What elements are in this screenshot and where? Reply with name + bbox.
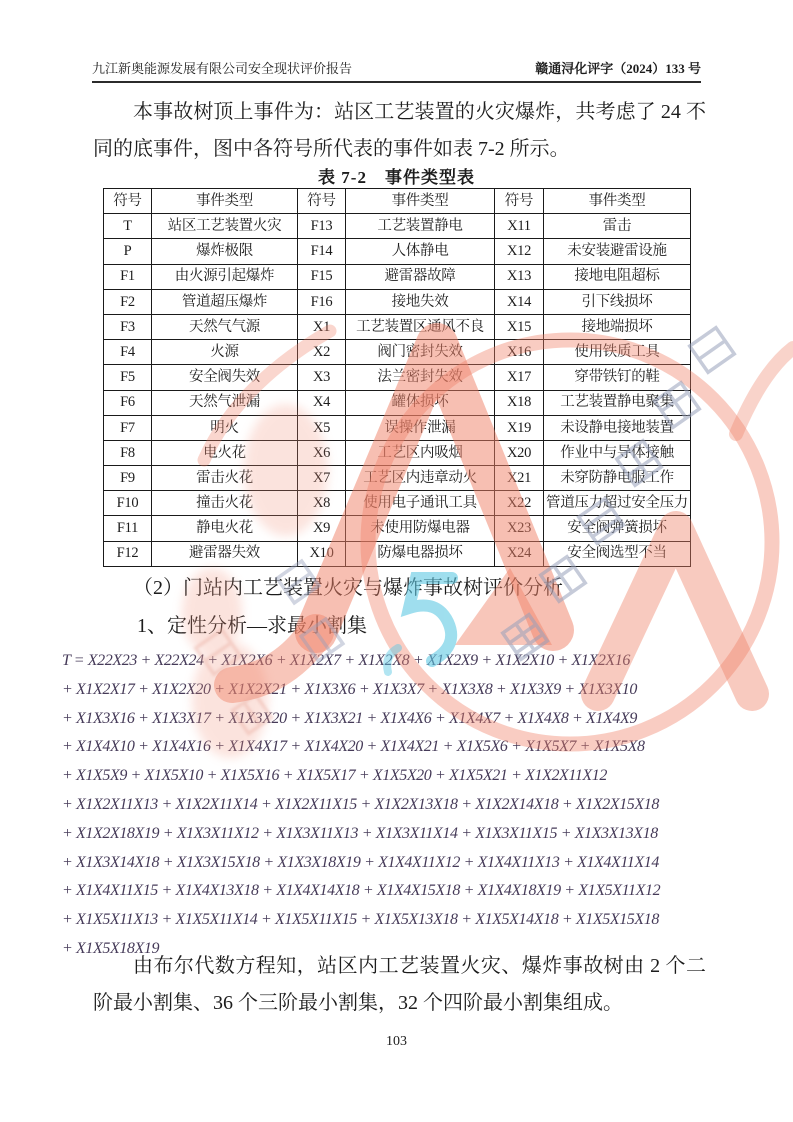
symbol-cell: F5 — [104, 365, 152, 390]
event-type-cell: 法兰密封失效 — [346, 365, 495, 390]
event-type-cell: 安全阀选型不当 — [544, 541, 691, 566]
symbol-cell: F12 — [104, 541, 152, 566]
table-row — [104, 516, 691, 541]
table-row — [104, 365, 691, 390]
intro-paragraph: 本事故树顶上事件为：站区工艺装置的火灾爆炸，共考虑了 24 不同的底事件，图中各符号所代表的事件如表 7-2 所示。 — [93, 101, 706, 160]
table-row — [104, 440, 691, 465]
column-header: 事件类型 — [346, 189, 495, 214]
symbol-cell: X8 — [298, 491, 346, 516]
header-report-title: 九江新奥能源发展有限公司安全现状评价报告 — [92, 61, 353, 76]
event-table-header-row — [104, 189, 691, 214]
event-type-cell: 避雷器失效 — [152, 541, 298, 566]
event-type-cell: 穿带铁钉的鞋 — [544, 365, 691, 390]
symbol-cell: X4 — [298, 390, 346, 415]
equation-line: + X1X2X17 + X1X2X20 + X1X2X21 + X1X3X6 + X1X3X7 + X1X3X8 + X1X3X9 + X1X3X10 — [62, 680, 637, 698]
event-type-cell: 引下线损坏 — [544, 289, 691, 314]
event-type-cell: 火源 — [152, 340, 298, 365]
equation-line: + X1X4X10 + X1X4X16 + X1X4X17 + X1X4X20 + X1X4X21 + X1X5X6 + X1X5X7 + X1X5X8 — [62, 738, 645, 756]
symbol-cell: X3 — [298, 365, 346, 390]
page-header — [92, 60, 701, 83]
header-document-number: 赣通浔化评字（2024）133 号 — [535, 61, 701, 76]
symbol-cell: F4 — [104, 340, 152, 365]
event-type-cell: 作业中与导体接触 — [544, 440, 691, 465]
closing-paragraph: 由布尔代数方程知，站区内工艺装置火灾、爆炸事故树由 2 个二阶最小割集、36 个三阶最小割集，32 个四阶最小割集组成。 — [93, 955, 706, 1014]
symbol-cell: X13 — [495, 264, 544, 289]
event-type-cell: 误操作泄漏 — [346, 415, 495, 440]
column-header: 符号 — [104, 189, 152, 214]
symbol-cell: F13 — [298, 214, 346, 239]
table-row — [104, 541, 691, 566]
equation-line: + X1X2X11X13 + X1X2X11X14 + X1X2X11X15 + X1X2X13X18 + X1X2X14X18 + X1X2X15X18 — [62, 795, 659, 813]
symbol-cell: F1 — [104, 264, 152, 289]
equation-line: + X1X3X14X18 + X1X3X15X18 + X1X3X18X19 + X1X4X11X12 + X1X4X11X13 + X1X4X11X14 — [62, 853, 659, 871]
column-header: 事件类型 — [152, 189, 298, 214]
event-type-cell: 未安装避雷设施 — [544, 239, 691, 264]
symbol-cell: F11 — [104, 516, 152, 541]
page-number: 103 — [386, 1034, 407, 1049]
event-type-cell: 管道压力超过安全压力 — [544, 491, 691, 516]
event-type-cell: 罐体损坏 — [346, 390, 495, 415]
event-type-cell: 未设静电接地装置 — [544, 415, 691, 440]
symbol-cell: X10 — [298, 541, 346, 566]
symbol-cell: X22 — [495, 491, 544, 516]
event-type-cell: 明火 — [152, 415, 298, 440]
symbol-cell: F2 — [104, 289, 152, 314]
event-type-cell: 安全阀弹簧损坏 — [544, 516, 691, 541]
sub-heading: 1、定性分析—求最小割集 — [137, 615, 367, 637]
symbol-cell: F14 — [298, 239, 346, 264]
symbol-cell: F3 — [104, 314, 152, 339]
equation-line: + X1X5X18X19 — [62, 939, 160, 957]
event-type-cell: 阀门密封失效 — [346, 340, 495, 365]
event-type-cell: 工艺装置静电 — [346, 214, 495, 239]
column-header: 事件类型 — [544, 189, 691, 214]
table-row — [104, 239, 691, 264]
column-header: 符号 — [495, 189, 544, 214]
event-type-cell: 安全阀失效 — [152, 365, 298, 390]
equation-block — [62, 647, 752, 964]
table-row — [104, 214, 691, 239]
event-type-cell: 使用铁质工具 — [544, 340, 691, 365]
table-row — [104, 289, 691, 314]
symbol-cell: X5 — [298, 415, 346, 440]
equation-line: + X1X2X18X19 + X1X3X11X12 + X1X3X11X13 + X1X3X11X14 + X1X3X11X15 + X1X3X13X18 — [62, 824, 658, 842]
table-row — [104, 390, 691, 415]
equation-line: + X1X3X16 + X1X3X17 + X1X3X20 + X1X3X21 + X1X4X6 + X1X4X7 + X1X4X8 + X1X4X9 — [62, 709, 637, 727]
event-type-cell: 天然气气源 — [152, 314, 298, 339]
symbol-cell: X11 — [495, 214, 544, 239]
symbol-cell: X9 — [298, 516, 346, 541]
column-header: 符号 — [298, 189, 346, 214]
symbol-cell: X1 — [298, 314, 346, 339]
symbol-cell: X17 — [495, 365, 544, 390]
event-type-cell: 防爆电器损坏 — [346, 541, 495, 566]
symbol-cell: F16 — [298, 289, 346, 314]
event-type-cell: 雷击 — [544, 214, 691, 239]
symbol-cell: F8 — [104, 440, 152, 465]
table-row — [104, 340, 691, 365]
symbol-cell: F10 — [104, 491, 152, 516]
event-type-cell: 静电火花 — [152, 516, 298, 541]
table-row — [104, 491, 691, 516]
symbol-cell: P — [104, 239, 152, 264]
event-type-cell: 雷击火花 — [152, 466, 298, 491]
section-heading: （2）门站内工艺装置火灾与爆炸事故树评价分析 — [133, 577, 563, 599]
event-type-cell: 工艺区内吸烟 — [346, 440, 495, 465]
symbol-cell: X15 — [495, 314, 544, 339]
event-type-cell: 电火花 — [152, 440, 298, 465]
symbol-cell: F15 — [298, 264, 346, 289]
symbol-cell: X6 — [298, 440, 346, 465]
equation-line: + X1X4X11X15 + X1X4X13X18 + X1X4X14X18 + X1X4X15X18 + X1X4X18X19 + X1X5X11X12 — [62, 882, 661, 900]
equation-line: + X1X5X9 + X1X5X10 + X1X5X16 + X1X5X17 + X1X5X20 + X1X5X21 + X1X2X11X12 — [62, 767, 608, 785]
event-type-cell: 管道超压爆炸 — [152, 289, 298, 314]
event-type-cell: 接地端损坏 — [544, 314, 691, 339]
event-table-body — [104, 214, 691, 567]
event-type-cell: 工艺装置静电聚集 — [544, 390, 691, 415]
event-type-cell: 使用电子通讯工具 — [346, 491, 495, 516]
event-type-cell: 站区工艺装置火灾 — [152, 214, 298, 239]
event-type-cell: 接地失效 — [346, 289, 495, 314]
event-type-cell: 爆炸极限 — [152, 239, 298, 264]
symbol-cell: F7 — [104, 415, 152, 440]
symbol-cell: X23 — [495, 516, 544, 541]
symbol-cell: X24 — [495, 541, 544, 566]
symbol-cell: X20 — [495, 440, 544, 465]
symbol-cell: X18 — [495, 390, 544, 415]
symbol-cell: X7 — [298, 466, 346, 491]
event-type-cell: 天然气泄漏 — [152, 390, 298, 415]
event-type-cell: 工艺装置区通风不良 — [346, 314, 495, 339]
event-type-cell: 工艺区内违章动火 — [346, 466, 495, 491]
symbol-cell: T — [104, 214, 152, 239]
symbol-cell: X14 — [495, 289, 544, 314]
equation-line: + X1X5X11X13 + X1X5X11X14 + X1X5X11X15 + X1X5X13X18 + X1X5X14X18 + X1X5X15X18 — [62, 911, 659, 929]
symbol-cell: X16 — [495, 340, 544, 365]
symbol-cell: X12 — [495, 239, 544, 264]
event-type-cell: 未穿防静电服工作 — [544, 466, 691, 491]
symbol-cell: X19 — [495, 415, 544, 440]
symbol-cell: F9 — [104, 466, 152, 491]
table-row — [104, 314, 691, 339]
symbol-cell: X2 — [298, 340, 346, 365]
event-type-cell: 由火源引起爆炸 — [152, 264, 298, 289]
event-type-cell: 避雷器故障 — [346, 264, 495, 289]
event-type-cell: 接地电阻超标 — [544, 264, 691, 289]
table-row — [104, 264, 691, 289]
table-title: 表 7-2 事件类型表 — [318, 168, 475, 187]
table-row — [104, 466, 691, 491]
event-type-cell: 撞击火花 — [152, 491, 298, 516]
event-type-cell: 未使用防爆电器 — [346, 516, 495, 541]
event-type-table — [103, 188, 691, 567]
logo-top-right-arc — [736, 348, 793, 434]
symbol-cell: X21 — [495, 466, 544, 491]
event-type-cell: 人体静电 — [346, 239, 495, 264]
equation-line: T = X22X23 + X22X24 + X1X2X6 + X1X2X7 + X1X2X8 + X1X2X9 + X1X2X10 + X1X2X16 — [62, 652, 631, 669]
table-row — [104, 415, 691, 440]
symbol-cell: F6 — [104, 390, 152, 415]
